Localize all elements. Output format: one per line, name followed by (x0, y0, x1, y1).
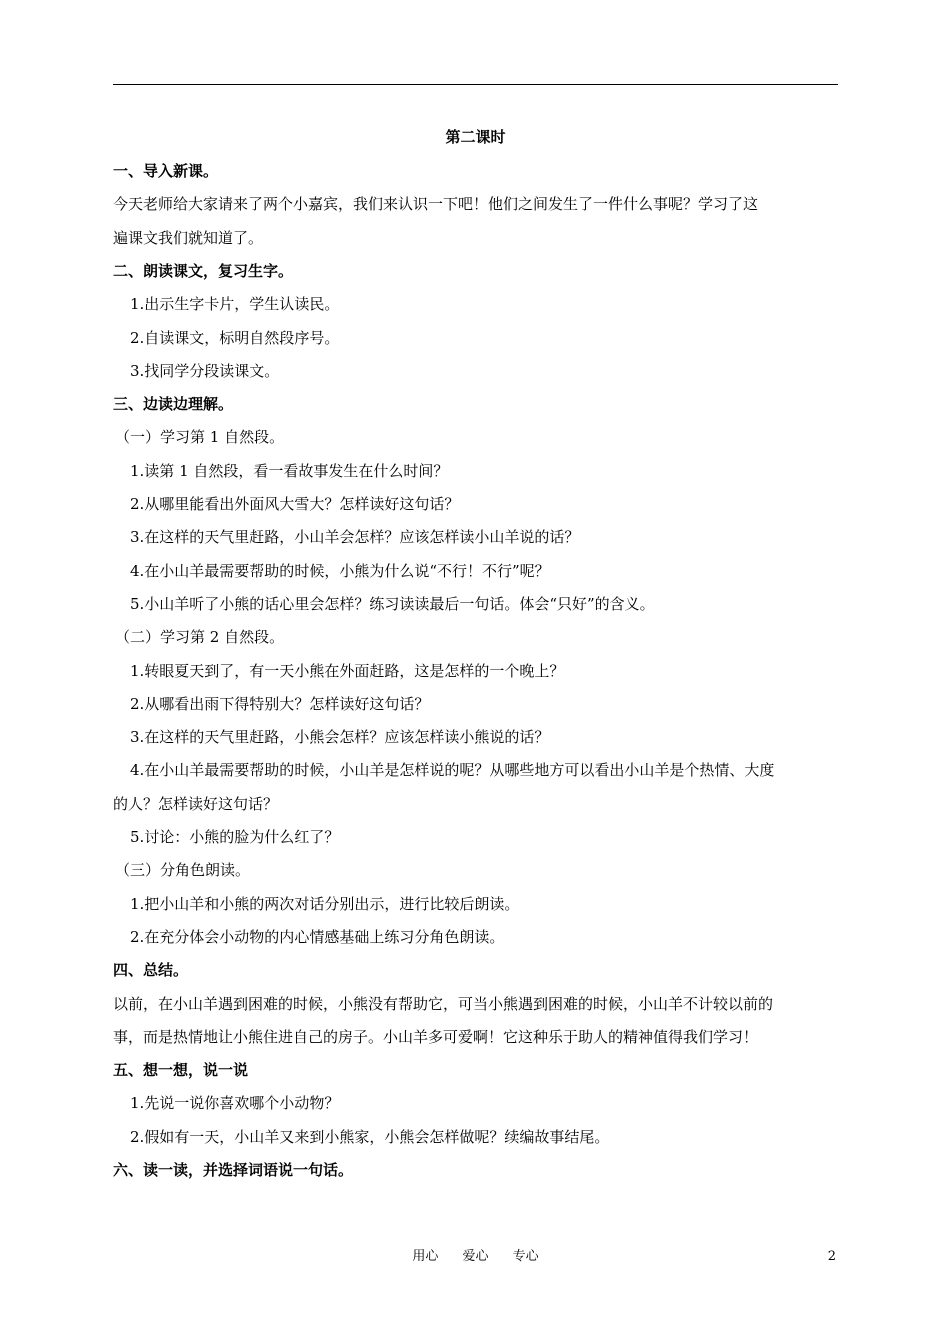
footer-word-1: 用心 (412, 1249, 439, 1264)
section-heading: 六、读一读，并选择词语说一句话。 (113, 1161, 354, 1179)
list-item: 2.从哪里能看出外面风大雪大？怎样读好这句话？ (130, 495, 460, 513)
section-heading: 四、总结。 (113, 961, 189, 980)
list-item: 2.在充分体会小动物的内心情感基础上练习分角色朗读。 (130, 927, 505, 946)
section-heading: 一、导入新课。 (113, 162, 219, 180)
header-rule (113, 84, 838, 85)
list-item: 3.在这样的天气里赶路，小熊会怎样？应该怎样读小熊说的话？ (130, 728, 550, 747)
paragraph-line: 事，而是热情地让小熊住进自己的房子。小山羊多可爱啊！它这种乐于助人的精神值得我们学习！ (113, 1027, 759, 1046)
subsection-heading: （三）分角色朗读。 (115, 861, 251, 880)
section-heading: 二、朗读课文，复习生字。 (113, 261, 294, 280)
list-item: 2.假如有一天，小山羊又来到小熊家，小熊会怎样做呢？续编故事结尾。 (130, 1127, 610, 1146)
paragraph-line: 遍课文我们就知道了。 (113, 228, 264, 247)
list-item: 1.把小山羊和小熊的两次对话分别出示，进行比较后朗读。 (130, 894, 520, 913)
section-heading: 五、想一想，说一说 (113, 1061, 249, 1080)
list-item: 1.转眼夏天到了，有一天小熊在外面赶路，这是怎样的一个晚上？ (130, 661, 565, 680)
list-item: 1.出示生字卡片，学生认读民。 (130, 295, 340, 314)
footer-motto (113, 1242, 838, 1272)
section-heading: 三、边读边理解。 (113, 395, 234, 414)
paragraph-line: 的人？怎样读好这句话？ (113, 794, 279, 813)
list-item: 1.读第 1 自然段，看一看故事发生在什么时间？ (130, 461, 449, 480)
list-item: 4.在小山羊最需要帮助的时候，小熊为什么说“不行！不行”呢？ (130, 561, 550, 580)
list-item: 3.在这样的天气里赶路，小山羊会怎样？应该怎样读小山羊说的话？ (130, 528, 580, 547)
footer-word-2: 爱心 (462, 1249, 489, 1264)
list-item: 5.小山羊听了小熊的话心里会怎样？练习读读最后一句话。体会“只好”的含义。 (130, 594, 655, 613)
page-footer (113, 1242, 838, 1272)
list-item: 4.在小山羊最需要帮助的时候，小山羊是怎样说的呢？从哪些地方可以看出小山羊是个热情、大度 (130, 761, 775, 780)
subsection-heading: （一）学习第 1 自然段。 (115, 428, 285, 447)
list-item: 1.先说一说你喜欢哪个小动物？ (130, 1094, 340, 1113)
paragraph-line: 以前，在小山羊遇到困难的时候，小熊没有帮助它，可当小熊遇到困难的时候，小山羊不计较以前的 (113, 994, 774, 1013)
paragraph-line: 今天老师给大家请来了两个小嘉宾，我们来认识一下吧！他们之间发生了一件什么事呢？学习了这 (113, 195, 759, 214)
list-item: 2.从哪看出雨下得特别大？怎样读好这句话？ (130, 694, 430, 713)
page-title: 第二课时 (445, 128, 506, 146)
footer-word-3: 专心 (512, 1249, 539, 1264)
subsection-heading: （二）学习第 2 自然段。 (115, 628, 285, 647)
list-item: 3.找同学分段读课文。 (130, 361, 280, 380)
list-item: 2.自读课文，标明自然段序号。 (130, 328, 340, 347)
list-item: 5.讨论：小熊的脸为什么红了？ (130, 828, 340, 846)
page-number: 2 (827, 1249, 836, 1264)
